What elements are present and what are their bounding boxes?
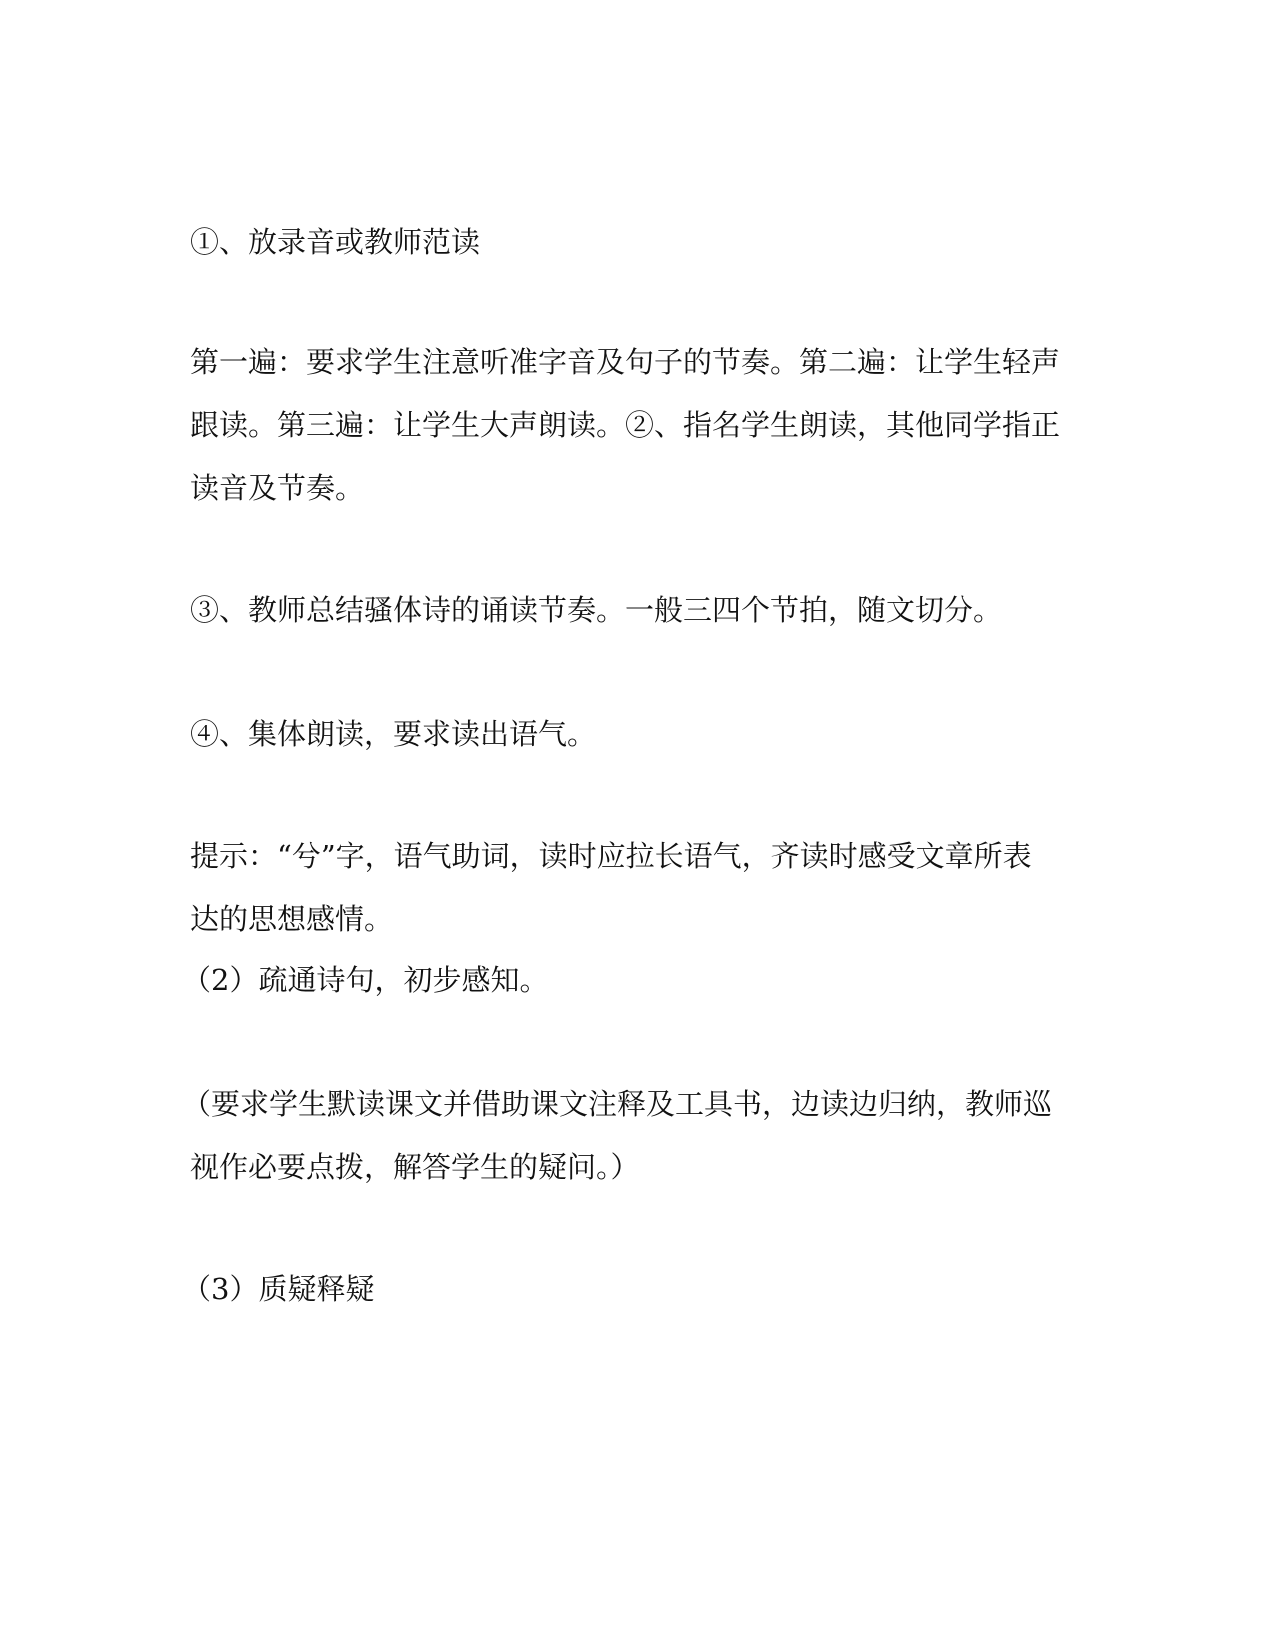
section-heading-3: （3）质疑释疑	[182, 1272, 375, 1306]
paragraph-reading-line-2: 跟读。第三遍：让学生大声朗读。②、指名学生朗读，其他同学指正	[190, 408, 1061, 442]
paragraph-tip-line-1: 提示：“兮”字，语气助词，读时应拉长语气，齐读时感受文章所表	[190, 839, 1032, 873]
section-heading-2: （2）疏通诗句，初步感知。	[182, 963, 549, 997]
paragraph-instruction-line-1: （要求学生默读课文并借助课文注释及工具书，边读边归纳，教师巡	[182, 1087, 1053, 1121]
paragraph-instruction-line-2: 视作必要点拨，解答学生的疑问。）	[190, 1150, 640, 1184]
paragraph-tip-line-2: 达的思想感情。	[190, 902, 394, 936]
paragraph-reading-line-3: 读音及节奏。	[190, 471, 365, 505]
paragraph-step-4: ④、集体朗读，要求读出语气。	[190, 717, 597, 751]
paragraph-step-1: ①、放录音或教师范读	[190, 225, 481, 259]
paragraph-reading-line-1: 第一遍：要求学生注意听准字音及句子的节奏。第二遍：让学生轻声	[190, 345, 1061, 379]
paragraph-step-3: ③、教师总结骚体诗的诵读节奏。一般三四个节拍，随文切分。	[190, 593, 1003, 627]
